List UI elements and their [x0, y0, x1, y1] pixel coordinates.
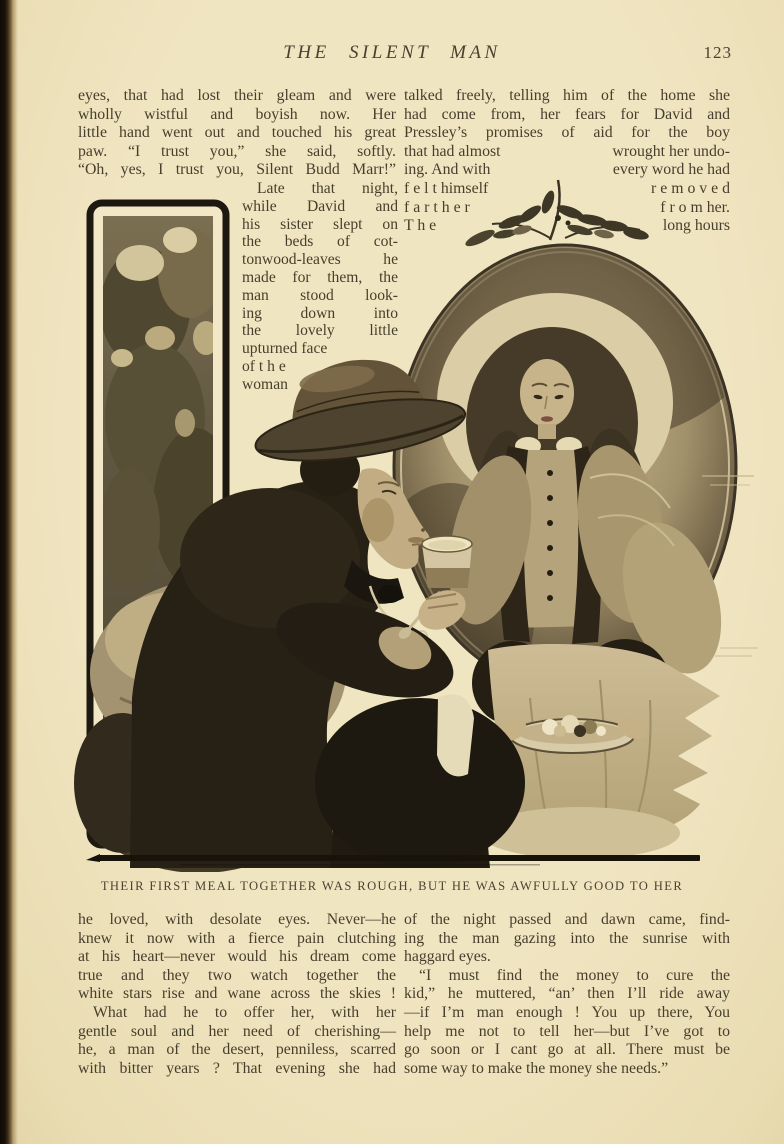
foliage-sprig — [463, 180, 649, 249]
text-line-split — [404, 143, 730, 162]
text-fragment: long hours — [662, 217, 730, 235]
text-fragment: r e m o v e d — [651, 179, 730, 197]
text-fragment: wrought her undo- — [612, 142, 730, 160]
text-line: kid,” he muttered, “an’ then I’ll ride away — [404, 985, 730, 1003]
text-fragment: f r o m her. — [660, 198, 730, 216]
text-fragment: f a r t h e r — [404, 198, 470, 216]
text-line: while David and — [242, 197, 398, 215]
page-title: THE SILENT MAN — [283, 42, 501, 63]
text-line: wholly wistful and boyish now. Her — [78, 105, 396, 123]
text-line: eyes, that had lost their gleam and were — [78, 87, 396, 104]
text-line: “Oh, yes, I trust you, Silent Budd Marr!” — [78, 161, 396, 179]
text-line: the beds of cot- — [242, 233, 398, 251]
text-line: woman — [242, 375, 288, 393]
text-line: had come from, her fears for David and — [404, 105, 730, 123]
binding-edge — [0, 0, 18, 1144]
column-bottom-right — [404, 911, 730, 1078]
photo-caption: THEIR FIRST MEAL TOGETHER WAS ROUGH, BUT HE WAS AWFULLY GOOD TO HER — [100, 879, 684, 893]
text-fragment: that had almost — [404, 142, 501, 160]
column-bottom-left — [78, 911, 396, 1078]
text-line: talked freely, telling him of the home she — [404, 87, 730, 104]
text-line: white stars rise and wane across the skies ! — [78, 985, 396, 1003]
text-line: ing the man gazing into the sunrise with — [404, 929, 730, 947]
text-fragment: f e l t himself — [404, 179, 489, 197]
text-line: help me not to tell her—but I’ve got to — [404, 1022, 730, 1040]
text-line: gentle soul and her need of cherishing— — [78, 1022, 396, 1040]
text-line: knew it now with a fierce pain clutching — [78, 929, 396, 947]
text-line: he loved, with desolate eyes. Never—he — [78, 911, 396, 928]
text-line: paw. “I trust you,” she said, softly. — [78, 142, 396, 160]
text-line: with bitter years ? That evening she had — [78, 1059, 396, 1077]
text-line: Pressley’s promises of aid for the boy — [404, 124, 730, 142]
text-fragment: T h e — [404, 217, 437, 235]
text-line: true and they two watch together the — [78, 966, 396, 984]
text-line: at his heart—never would his dream come — [78, 948, 396, 966]
text-line: —if I’m man enough ! You up there, You — [404, 1003, 730, 1021]
text-line: What had he to offer her, with her — [93, 1003, 396, 1021]
text-fragment: ing. And with — [404, 161, 491, 179]
photo-montage-illustration — [60, 178, 760, 872]
text-line: ing down into — [242, 304, 398, 322]
text-line: Late that night, — [257, 179, 398, 197]
text-line: haggard eyes. — [404, 948, 491, 966]
text-line: some way to make the money she needs.” — [404, 1059, 669, 1077]
text-line: tonwood-leaves he — [242, 251, 398, 269]
text-line: he, a man of the desert, penniless, scarred — [78, 1041, 396, 1059]
text-line: go soon or I cant go at all. There must be — [404, 1041, 730, 1059]
text-line: little hand went out and touched his great — [78, 124, 396, 142]
text-line: upturned face — [242, 340, 328, 358]
text-line: the lovely little — [242, 322, 398, 340]
text-line: “I must find the money to cure the — [419, 966, 730, 984]
text-line: made for them, the — [242, 268, 398, 286]
text-line: of the night passed and dawn came, find- — [404, 911, 730, 928]
text-line: his sister slept on — [242, 215, 398, 233]
page-number: 123 — [703, 43, 732, 62]
text-line: of t h e — [242, 357, 286, 375]
text-line: man stood look- — [242, 286, 398, 304]
text-fragment: every word he had — [612, 161, 730, 179]
